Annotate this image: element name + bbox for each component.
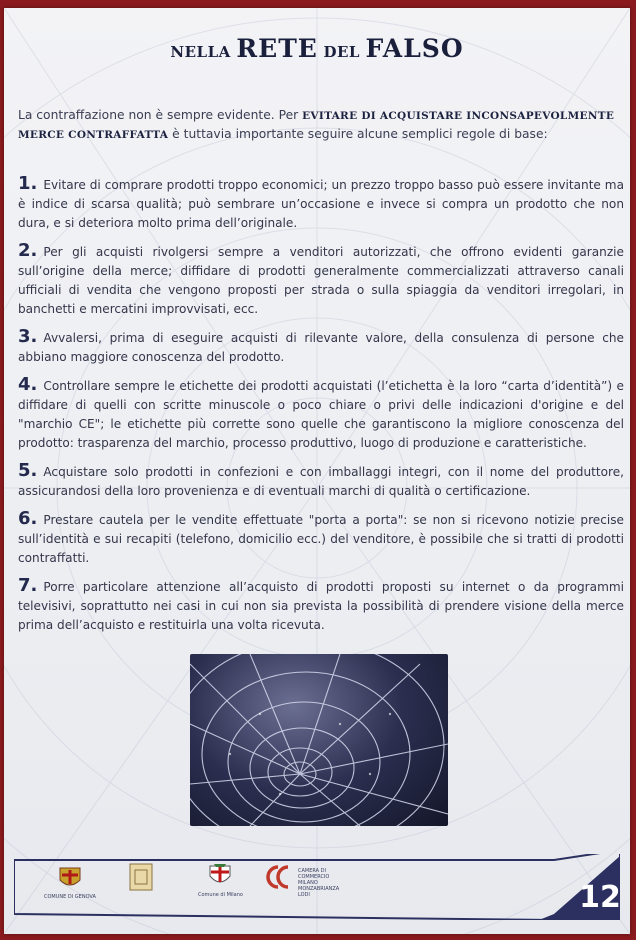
rule-number: 1.	[18, 173, 38, 194]
rule-text: Per gli acquisti rivolgersi sempre a venditori autorizzati, che offrono evidenti garanzie sull’origine della merce; diffidare di prodotti generalmente commercializzati attraverso canali ufficiali di vendita che vengono proposti per strada o sulla spiaggia da venditori irregolari, in banchetti e mercatini improvvisati, ecc.	[18, 245, 624, 316]
rule-text: Avvalersi, prima di eseguire acquisti di rilevante valore, della consulenza di persone che abbiano maggiore conoscenza del prodotto.	[18, 331, 624, 364]
coat-of-arms-icon	[52, 862, 88, 890]
intro-text-start: La contraffazione non è sempre evidente. Per	[18, 108, 303, 122]
milano-shield-icon	[205, 862, 235, 888]
rule-text: Controllare sempre le etichette dei prodotti acquistati (l’etichetta è la loro “carta d’identità”) e diffidare di quelli con scritte minuscole o poco chiare o privi delle indicazioni d'origine e del "marchio CE"; le etichette più corrette sono quelle che garantiscono la migliore conoscenza del prodotto: trasparenza del marchio, processo produttivo, luogo di produzione e caratteristiche.	[18, 379, 624, 450]
rule-number: 2.	[18, 240, 38, 261]
rule-item	[18, 461, 624, 501]
title-word-3: DEL	[323, 43, 360, 61]
logo-caption: Comune di Milano	[198, 892, 243, 898]
camera-commercio-logo	[262, 862, 338, 896]
rule-item	[18, 509, 624, 568]
rule-item	[18, 576, 624, 635]
rule-text: Porre particolare attenzione all’acquisto di prodotti proposti su internet o da programmi televisivi, soprattutto nei casi in cui non sia prevista la possibilità di prendere visione della merce prima dell’acquisto e restituirla una volta ricevuta.	[18, 580, 624, 632]
rule-number: 4.	[18, 374, 38, 395]
rule-item	[18, 174, 624, 233]
rule-item	[18, 375, 624, 453]
second-logo	[128, 862, 154, 896]
title-word-2: RETE	[236, 34, 318, 63]
emblem-icon	[128, 862, 154, 892]
rule-number: 3.	[18, 326, 38, 347]
rule-item	[18, 327, 624, 367]
spider-web-icon	[190, 654, 448, 826]
rule-item	[18, 241, 624, 319]
rule-number: 7.	[18, 575, 38, 596]
comune-milano-logo	[198, 862, 243, 898]
rule-text: Acquistare solo prodotti in confezioni e con imballaggi integri, con il nome del produttore, assicurandosi della loro provenienza e di eventuali marchi di qualità o certificazione.	[18, 465, 624, 498]
intro-emphasis: EVITARE DI ACQUISTARE INCONSAPEVOLMENTE MERCE CONTRAFFATTA	[18, 110, 615, 141]
spider-web-photo	[190, 654, 448, 826]
page-title	[4, 34, 630, 63]
title-word-1: NELLA	[170, 43, 231, 61]
document-page	[4, 8, 630, 934]
rule-text: Evitare di comprare prodotti troppo economici; un prezzo troppo basso può essere invitante ma è indice di scarsa qualità; può sembrare un’occasione e invece si compra un prodotto che non dura, e si deteriora molto prima dell’originale.	[18, 178, 624, 230]
intro-paragraph	[18, 106, 620, 144]
comune-genova-logo	[44, 862, 96, 900]
title-word-4: FALSO	[365, 34, 464, 63]
rules-list	[18, 174, 624, 643]
intro-text-end: è tuttavia importante seguire alcune semplici regole di base:	[168, 127, 548, 141]
rule-number: 5.	[18, 460, 38, 481]
page-number: 12	[579, 880, 621, 915]
rule-text: Prestare cautela per le vendite effettuate "porta a porta": se non si ricevono notizie precise sull’identità e sui recapiti (telefono, domicilio ecc.) del venditore, è possibile che si tratti di prodotti contraffatti.	[18, 513, 624, 565]
logo-caption: CAMERA DI COMMERCIO MILANO MONZABRIANZA LODI	[298, 868, 340, 898]
rule-number: 6.	[18, 508, 38, 529]
logo-caption: COMUNE DI GENOVA	[44, 894, 96, 900]
